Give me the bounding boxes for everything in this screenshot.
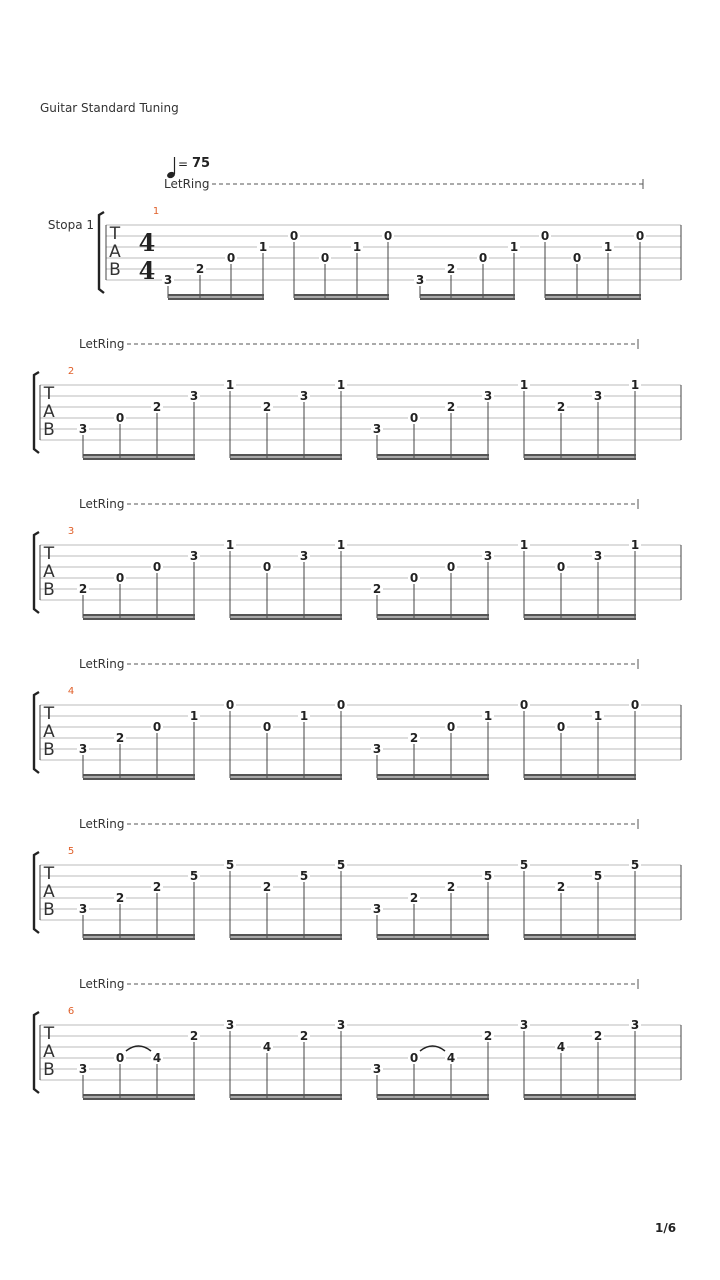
fret-number: 1 (483, 709, 493, 723)
beam-secondary (230, 938, 342, 941)
fret-number: 2 (152, 880, 162, 894)
fret-number: 1 (519, 378, 529, 392)
tempo-equals: = (178, 157, 189, 171)
fret-number: 0 (225, 698, 235, 712)
fret-number: 0 (540, 229, 550, 243)
fret-number: 2 (299, 1029, 309, 1043)
fret-number: 3 (78, 742, 88, 756)
tab-clef-b: B (109, 260, 121, 280)
fret-number: 2 (115, 891, 125, 905)
fret-number: 5 (225, 858, 235, 872)
tab-system-4 (0, 640, 720, 800)
fret-number: 0 (383, 229, 393, 243)
fret-number: 1 (509, 240, 519, 254)
fret-number: 0 (409, 1051, 419, 1065)
fret-number: 2 (593, 1029, 603, 1043)
fret-number: 2 (262, 400, 272, 414)
let-ring-label: LetRing (79, 817, 125, 831)
fret-number: 2 (78, 582, 88, 596)
fret-number: 0 (115, 571, 125, 585)
beam-secondary (377, 1098, 489, 1101)
fret-number: 1 (603, 240, 613, 254)
fret-number: 5 (519, 858, 529, 872)
fret-number: 3 (299, 389, 309, 403)
fret-number: 1 (299, 709, 309, 723)
fret-number: 0 (409, 411, 419, 425)
fret-number: 1 (336, 538, 346, 552)
beam-primary (377, 934, 489, 937)
beam-secondary (230, 778, 342, 781)
beam-primary (83, 1094, 195, 1097)
bar-number: 5 (67, 846, 75, 857)
fret-number: 1 (630, 378, 640, 392)
fret-number: 3 (372, 1062, 382, 1076)
fret-number: 0 (289, 229, 299, 243)
beam-primary (377, 774, 489, 777)
fret-number: 1 (352, 240, 362, 254)
fret-number: 2 (409, 731, 419, 745)
fret-number: 3 (519, 1018, 529, 1032)
beam-secondary (524, 938, 636, 941)
fret-number: 3 (372, 742, 382, 756)
fret-number: 0 (446, 560, 456, 574)
fret-number: 3 (593, 549, 603, 563)
tab-clef-a: A (109, 242, 121, 262)
system-bracket (34, 1012, 39, 1093)
fret-number: 2 (483, 1029, 493, 1043)
bar-number: 4 (67, 686, 75, 697)
bar-number: 2 (67, 366, 75, 377)
fret-number: 2 (115, 731, 125, 745)
fret-number: 1 (225, 378, 235, 392)
fret-number: 0 (446, 720, 456, 734)
fret-number: 4 (152, 1051, 162, 1065)
beam-primary (83, 614, 195, 617)
bar-number: 1 (152, 206, 160, 217)
fret-number: 1 (630, 538, 640, 552)
tab-clef-a: A (43, 562, 55, 582)
beam-primary (377, 1094, 489, 1097)
fret-number: 5 (593, 869, 603, 883)
tab-clef-b: B (43, 1060, 55, 1080)
fret-number: 3 (483, 549, 493, 563)
beam-secondary (524, 778, 636, 781)
tab-clef-b: B (43, 740, 55, 760)
tab-clef-t: T (43, 704, 55, 724)
fret-number: 4 (446, 1051, 456, 1065)
system-bracket (34, 372, 39, 453)
fret-number: 5 (630, 858, 640, 872)
fret-number: 1 (258, 240, 268, 254)
beam-primary (230, 614, 342, 617)
fret-number: 0 (262, 560, 272, 574)
fret-number: 0 (519, 698, 529, 712)
let-ring-label: LetRing (79, 497, 125, 511)
let-ring-label: LetRing (79, 977, 125, 991)
beam-primary (83, 454, 195, 457)
fret-number: 0 (115, 411, 125, 425)
fret-number: 5 (189, 869, 199, 883)
tab-clef-b: B (43, 580, 55, 600)
fret-number: 2 (556, 880, 566, 894)
fret-number: 3 (415, 273, 425, 287)
beam-primary (524, 1094, 636, 1097)
beam-secondary (230, 1098, 342, 1101)
fret-number: 3 (593, 389, 603, 403)
fret-number: 2 (409, 891, 419, 905)
beam-secondary (420, 298, 515, 301)
fret-number: 3 (630, 1018, 640, 1032)
let-ring-label: LetRing (164, 177, 210, 191)
fret-number: 0 (409, 571, 419, 585)
tab-system-2 (0, 320, 720, 480)
beam-secondary (545, 298, 641, 301)
fret-number: 4 (262, 1040, 272, 1054)
tab-clef-a: A (43, 402, 55, 422)
fret-number: 3 (299, 549, 309, 563)
tab-clef-a: A (43, 1042, 55, 1062)
fret-number: 2 (556, 400, 566, 414)
beam-primary (230, 454, 342, 457)
beam-primary (377, 614, 489, 617)
beam-primary (230, 774, 342, 777)
fret-number: 0 (572, 251, 582, 265)
tab-clef-b: B (43, 900, 55, 920)
beam-secondary (83, 938, 195, 941)
fret-number: 3 (483, 389, 493, 403)
fret-number: 3 (336, 1018, 346, 1032)
fret-number: 1 (593, 709, 603, 723)
beam-primary (545, 294, 641, 297)
tab-clef-t: T (43, 544, 55, 564)
tab-system-1 (0, 160, 720, 320)
tempo-bpm: 75 (192, 156, 211, 171)
bar-number: 3 (67, 526, 75, 537)
fret-number: 1 (225, 538, 235, 552)
fret-number: 3 (225, 1018, 235, 1032)
beam-secondary (83, 458, 195, 461)
fret-number: 0 (226, 251, 236, 265)
beam-secondary (83, 618, 195, 621)
tab-clef-b: B (43, 420, 55, 440)
fret-number: 3 (163, 273, 173, 287)
fret-number: 5 (336, 858, 346, 872)
beam-secondary (83, 778, 195, 781)
system-bracket (34, 852, 39, 933)
fret-number: 3 (189, 389, 199, 403)
tab-clef-t: T (43, 384, 55, 404)
beam-secondary (377, 938, 489, 941)
tab-clef-a: A (43, 722, 55, 742)
fret-number: 0 (336, 698, 346, 712)
fret-number: 0 (478, 251, 488, 265)
tuning-label: Guitar Standard Tuning (40, 101, 179, 115)
beam-secondary (294, 298, 389, 301)
fret-number: 4 (556, 1040, 566, 1054)
beam-primary (83, 934, 195, 937)
fret-number: 0 (152, 720, 162, 734)
fret-number: 3 (78, 1062, 88, 1076)
fret-number: 3 (372, 902, 382, 916)
beam-primary (524, 934, 636, 937)
beam-secondary (230, 458, 342, 461)
track-name: Stopa 1 (47, 218, 94, 232)
beam-secondary (377, 778, 489, 781)
fret-number: 0 (320, 251, 330, 265)
fret-number: 2 (446, 880, 456, 894)
tab-clef-t: T (43, 1024, 55, 1044)
fret-number: 3 (189, 549, 199, 563)
beam-primary (524, 774, 636, 777)
let-ring-label: LetRing (79, 657, 125, 671)
fret-number: 0 (152, 560, 162, 574)
time-signature-bottom: 4 (138, 256, 156, 285)
fret-number: 2 (262, 880, 272, 894)
beam-secondary (377, 458, 489, 461)
beam-secondary (83, 1098, 195, 1101)
fret-number: 3 (372, 422, 382, 436)
beam-primary (230, 1094, 342, 1097)
beam-primary (168, 294, 264, 297)
beam-primary (83, 774, 195, 777)
fret-number: 0 (556, 560, 566, 574)
beam-primary (230, 934, 342, 937)
tab-system-6 (0, 960, 720, 1120)
fret-number: 1 (336, 378, 346, 392)
beam-primary (377, 454, 489, 457)
beam-secondary (524, 1098, 636, 1101)
fret-number: 1 (189, 709, 199, 723)
fret-number: 2 (152, 400, 162, 414)
fret-number: 1 (519, 538, 529, 552)
let-ring-label: LetRing (79, 337, 125, 351)
tab-clef-a: A (43, 882, 55, 902)
beam-primary (524, 614, 636, 617)
beam-secondary (168, 298, 264, 301)
fret-number: 0 (115, 1051, 125, 1065)
beam-primary (524, 454, 636, 457)
fret-number: 2 (446, 400, 456, 414)
beam-secondary (524, 458, 636, 461)
tab-clef-t: T (109, 224, 121, 244)
fret-number: 0 (262, 720, 272, 734)
beam-primary (420, 294, 515, 297)
fret-number: 5 (299, 869, 309, 883)
fret-number: 5 (483, 869, 493, 883)
fret-number: 3 (78, 422, 88, 436)
tab-clef-t: T (43, 864, 55, 884)
beam-primary (294, 294, 389, 297)
beam-secondary (377, 618, 489, 621)
beam-secondary (230, 618, 342, 621)
fret-number: 2 (195, 262, 205, 276)
fret-number: 0 (635, 229, 645, 243)
system-bracket (99, 212, 104, 293)
tab-system-5 (0, 800, 720, 960)
fret-number: 2 (446, 262, 456, 276)
beam-secondary (524, 618, 636, 621)
fret-number: 2 (189, 1029, 199, 1043)
system-bracket (34, 692, 39, 773)
fret-number: 2 (372, 582, 382, 596)
fret-number: 3 (78, 902, 88, 916)
system-bracket (34, 532, 39, 613)
time-signature-top: 4 (138, 228, 156, 257)
bar-number: 6 (67, 1006, 75, 1017)
fret-number: 0 (630, 698, 640, 712)
tab-system-3 (0, 480, 720, 640)
page-number: 1/6 (655, 1221, 677, 1235)
fret-number: 0 (556, 720, 566, 734)
